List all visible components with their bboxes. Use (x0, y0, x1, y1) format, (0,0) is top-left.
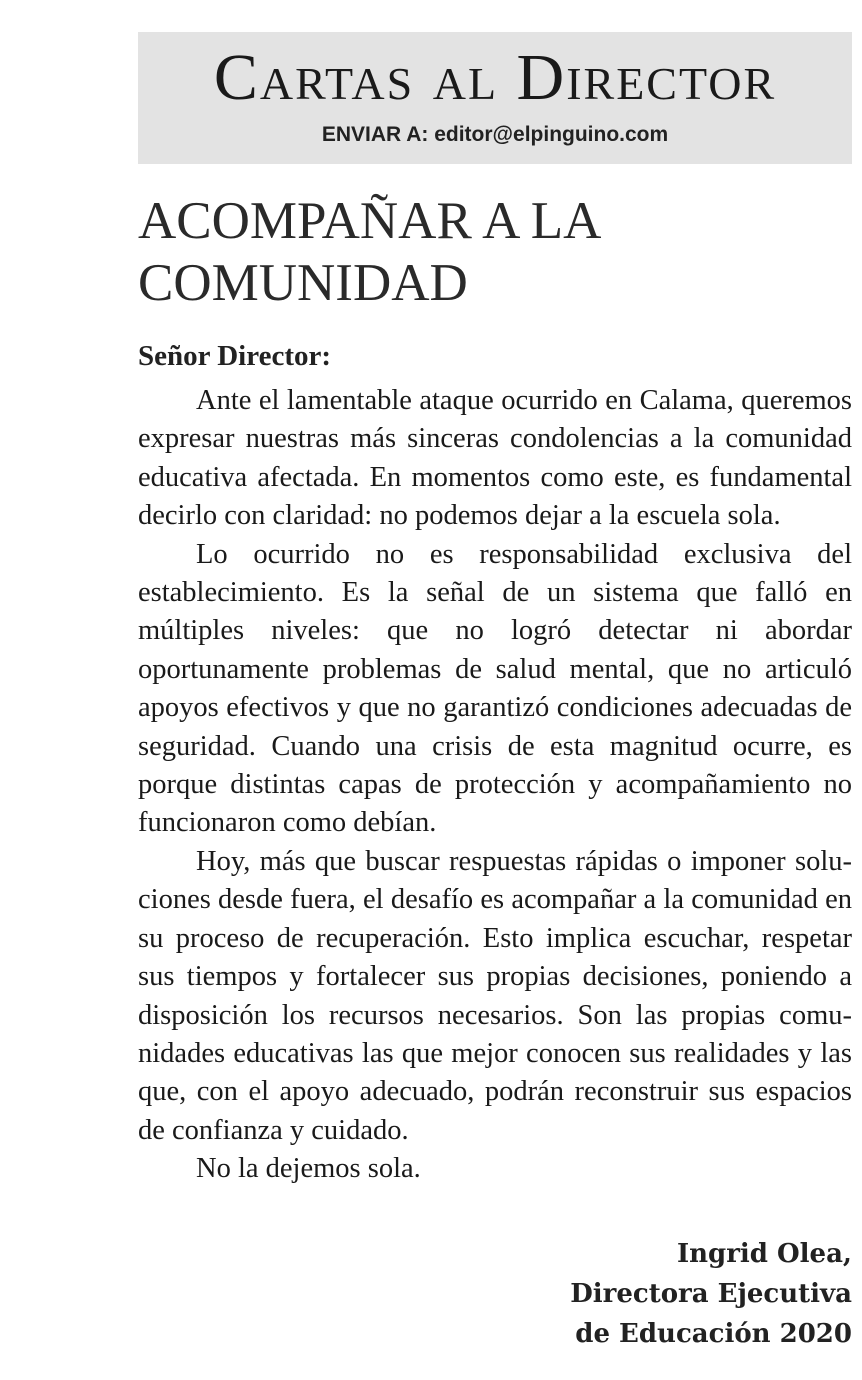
section-title: Cartas al Director (213, 41, 777, 114)
signature-org: de Educación 2020 (575, 1319, 852, 1349)
signature-block (570, 1234, 852, 1354)
send-to-email: ENVIAR A: editor@elpinguino.com (321, 123, 669, 146)
letter-headline: ACOMPAÑAR A LA COMUNIDAD (138, 192, 599, 312)
letter-paragraph: Hoy, más que buscar respuestas rápidas o imponer soluciones desde fuera, el desafío es acompañar a la comunidad en su proceso de recuperación. Esto implica escuchar, respetar sus tiempos y fortalecer sus propias decisiones, poniendo a disposición los recursos necesarios. Son las propias comunidades educativas las que mejor conocen sus realidades y las que, con el apoyo adecuado, podrán reconstruir sus espacios de confianza y cuidado. (138, 845, 852, 1146)
salutation: Señor Director: (138, 340, 332, 372)
signature-name: Ingrid Olea, (676, 1239, 852, 1269)
section-header (138, 32, 852, 164)
letter-paragraph: Ante el lamentable ataque ocurrido en Calama, queremos expresar nuestras más sinceras condolencias a la comunidad educativa afectada. En momentos como este, es fundamental decirlo con claridad: no podemos dejar a la escuela sola. (138, 385, 852, 532)
letter-body (138, 382, 852, 1189)
letter-closing: No la dejemos sola. (196, 1153, 421, 1185)
signature-role: Directora Ejecutiva (570, 1279, 852, 1309)
letter-paragraph: Lo ocurrido no es responsabilidad exclusiva del establecimiento. Es la señal de un sistema que falló en múltiples niveles: que no logró detectar ni abordar oportunamente problemas de salud mental, que no articuló apoyos efectivos y que no garantizó condiciones adecuadas de seguridad. Cuando una crisis de esta magnitud ocurre, es porque distintas capas de protección y acompañamiento no funcionaron como debían. (138, 538, 852, 839)
